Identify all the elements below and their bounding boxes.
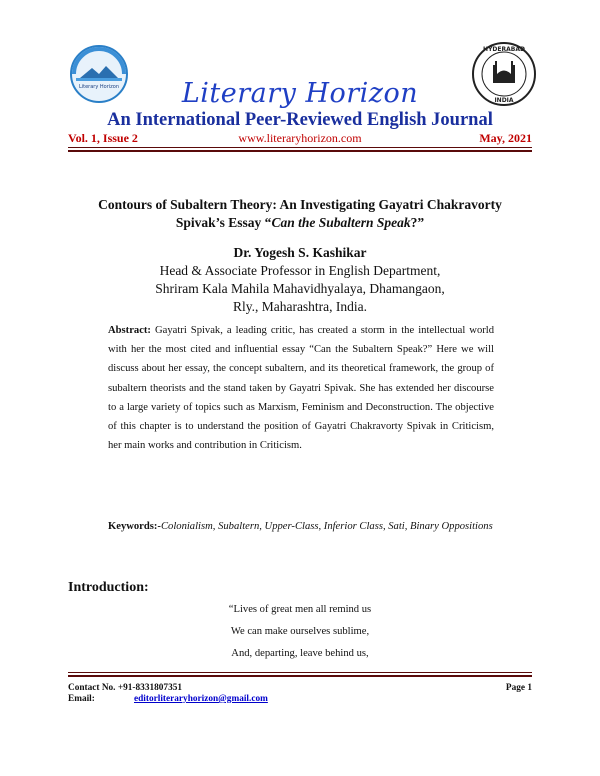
volume-issue: Vol. 1, Issue 2 [68, 131, 138, 145]
footer-rule [68, 672, 532, 673]
title-line-2-prefix: Spivak’s Essay “ [175, 215, 272, 230]
abstract [108, 321, 494, 455]
abstract-label: Abstract: [108, 325, 151, 336]
journal-website: www.literaryhorizon.com [238, 131, 362, 145]
header-rule [68, 150, 532, 152]
verse-line: “Lives of great men all remind us [228, 604, 372, 615]
keywords [108, 517, 494, 536]
publication-date: May, 2021 [479, 131, 532, 145]
verse-line: And, departing, leave behind us, [231, 648, 369, 659]
title-line-1: Contours of Subaltern Theory: An Investigating Gayatri Chakravorty [98, 197, 502, 212]
title-line-2-emphasis: Can the Subaltern Speak [271, 215, 411, 230]
contact-number: Contact No. +91-8331807351 [68, 683, 183, 693]
article-title [80, 196, 520, 232]
header-rule [68, 147, 532, 148]
svg-text:HYDERABAD: HYDERABAD [483, 46, 525, 53]
author-name: Dr. Yogesh S. Kashikar [233, 245, 367, 260]
email-label: Email: [68, 694, 95, 704]
affiliation-line: Head & Associate Professor in English Department, [159, 263, 441, 278]
keywords-label: Keywords:- [108, 521, 161, 532]
svg-text:INDIA: INDIA [494, 97, 514, 104]
affiliation-line: Rly., Maharashtra, India. [232, 299, 368, 314]
verse-line: We can make ourselves sublime, [230, 626, 370, 637]
journal-subtitle: An International Peer-Reviewed English Journal [107, 110, 493, 130]
keywords-text: Colonialism, Subaltern, Upper-Class, Inferior Class, Sati, Binary Oppositions [160, 521, 493, 532]
page-number: Page 1 [505, 683, 532, 693]
section-heading-introduction: Introduction: [68, 580, 149, 595]
svg-text:Literary Horizon: Literary Horizon [78, 84, 120, 90]
journal-name: Literary Horizon [181, 78, 419, 109]
abstract-text: Gayatri Spivak, a leading critic, has created a storm in the intellectual world with her the most cited and influential essay “Can the Subaltern Speak?” Here we will discuss about her essay, the concept subaltern, and its theoretical framework, the group of subaltern theorists and the stand taken by Gayatri Spivak. She has extended her discourse to a large variety of topics such as Marxism, Feminism and Deconstruction. The objective of this chapter is to understand the position of Gayatri Chakravorty Spivak in Criticism, her main works and contribution in Criticism. [108, 325, 495, 452]
footer-rule [68, 675, 532, 677]
affiliation-line: Shriram Kala Mahila Mahavidhyalaya, Dhamangaon, [155, 281, 445, 296]
email-link[interactable]: editorliteraryhorizon@gmail.com [134, 694, 268, 704]
title-line-2-suffix: ?” [410, 215, 425, 230]
